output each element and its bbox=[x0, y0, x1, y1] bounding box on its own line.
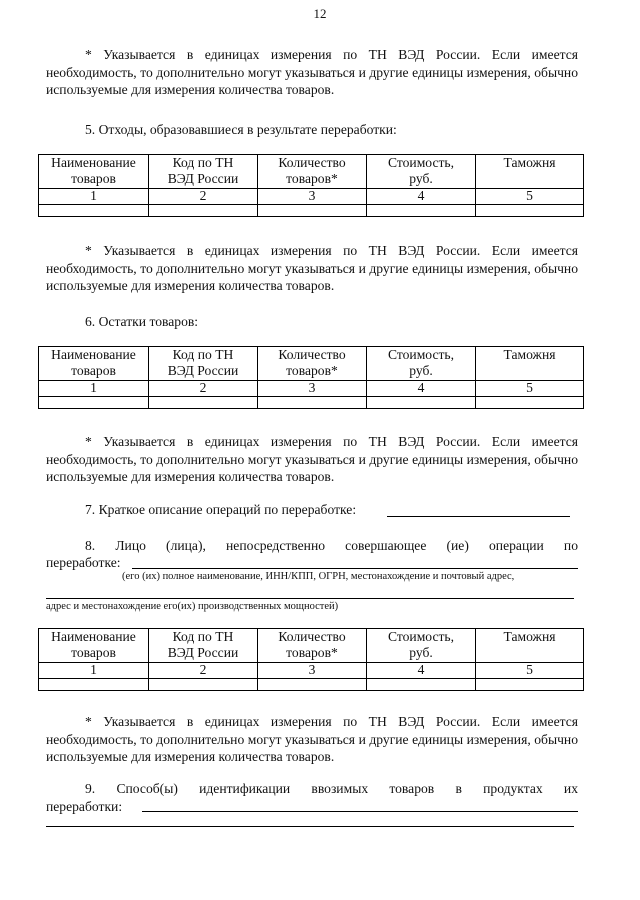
empty-cell[interactable] bbox=[258, 205, 367, 217]
number-cell: 4 bbox=[367, 189, 476, 205]
header-cell: Наименование товаров bbox=[39, 347, 149, 381]
header-cell: Количество товаров* bbox=[258, 347, 367, 381]
header-cell: Стоимость, руб. bbox=[367, 629, 476, 663]
section-8-fill-line-1[interactable] bbox=[132, 568, 578, 569]
empty-cell[interactable] bbox=[476, 205, 584, 217]
page-number: 12 bbox=[313, 6, 327, 21]
table-header-row bbox=[39, 155, 584, 189]
number-cell: 4 bbox=[367, 381, 476, 397]
section-7-title: 7. Краткое описание операций по переработке: bbox=[85, 502, 357, 517]
section-8-line-2: переработке: bbox=[46, 555, 121, 570]
header-cell: Наименование товаров bbox=[39, 155, 149, 189]
footnote-3: * Указывается в единицах измерения по ТН ВЭД России. Если имеется необходимость, то дополнительно могут указываться и другие единицы измерения, обычно используемые для измерения количества товаров. bbox=[46, 434, 578, 484]
number-cell: 5 bbox=[476, 381, 584, 397]
header-cell: Наименование товаров bbox=[39, 629, 149, 663]
table-empty-row bbox=[39, 205, 584, 217]
number-cell: 1 bbox=[39, 189, 149, 205]
empty-cell[interactable] bbox=[149, 679, 258, 691]
section-9-fill-line-2[interactable] bbox=[46, 826, 574, 827]
section-8-line-1: 8. Лицо (лица), непосредственно совершающее (ие) операции по bbox=[85, 538, 578, 553]
number-cell: 2 bbox=[149, 189, 258, 205]
section-8-fill-line-2[interactable] bbox=[46, 598, 574, 599]
waste-table bbox=[38, 154, 584, 217]
header-cell: Код по ТН ВЭД России bbox=[149, 629, 258, 663]
section-8-hint-1: (его (их) полное наименование, ИНН/КПП, ОГРН, местонахождение и почтовый адрес, bbox=[122, 571, 515, 582]
table-header-row bbox=[39, 347, 584, 381]
section-9-line-2: переработки: bbox=[46, 799, 123, 814]
number-cell: 5 bbox=[476, 189, 584, 205]
number-cell: 3 bbox=[258, 663, 367, 679]
empty-cell[interactable] bbox=[149, 205, 258, 217]
empty-cell[interactable] bbox=[149, 397, 258, 409]
empty-cell[interactable] bbox=[258, 397, 367, 409]
header-cell: Стоимость, руб. bbox=[367, 347, 476, 381]
footnote-2: * Указывается в единицах измерения по ТН ВЭД России. Если имеется необходимость, то дополнительно могут указываться и другие единицы измерения, обычно используемые для измерения количества товаров. bbox=[46, 243, 578, 293]
section-8-hint-2: адрес и местонахождение его(их) производственных мощностей) bbox=[46, 601, 339, 612]
empty-cell[interactable] bbox=[367, 679, 476, 691]
section-9-fill-line-1[interactable] bbox=[142, 811, 578, 812]
section-9-line-1: 9. Способ(ы) идентификации ввозимых товаров в продуктах их bbox=[85, 781, 578, 796]
header-cell: Код по ТН ВЭД России bbox=[149, 347, 258, 381]
number-cell: 3 bbox=[258, 381, 367, 397]
table-header-row bbox=[39, 629, 584, 663]
empty-cell[interactable] bbox=[367, 205, 476, 217]
table-empty-row bbox=[39, 397, 584, 409]
header-cell: Таможня bbox=[476, 629, 584, 663]
section-6-title: 6. Остатки товаров: bbox=[85, 314, 199, 329]
empty-cell[interactable] bbox=[39, 205, 149, 217]
table-number-row bbox=[39, 381, 584, 397]
header-cell: Количество товаров* bbox=[258, 155, 367, 189]
empty-cell[interactable] bbox=[39, 679, 149, 691]
operator-table bbox=[38, 628, 584, 691]
number-cell: 1 bbox=[39, 381, 149, 397]
footnote-1: * Указывается в единицах измерения по ТН ВЭД России. Если имеется необходимость, то дополнительно могут указываться и другие единицы измерения, обычно используемые для измерения количества товаров. bbox=[46, 47, 578, 97]
remains-table bbox=[38, 346, 584, 409]
empty-cell[interactable] bbox=[258, 679, 367, 691]
section-5-title: 5. Отходы, образовавшиеся в результате переработки: bbox=[85, 122, 397, 137]
empty-cell[interactable] bbox=[476, 397, 584, 409]
footnote-4: * Указывается в единицах измерения по ТН ВЭД России. Если имеется необходимость, то дополнительно могут указываться и другие единицы измерения, обычно используемые для измерения количества товаров. bbox=[46, 714, 578, 764]
number-cell: 1 bbox=[39, 663, 149, 679]
number-cell: 5 bbox=[476, 663, 584, 679]
number-cell: 2 bbox=[149, 381, 258, 397]
table-number-row bbox=[39, 189, 584, 205]
header-cell: Код по ТН ВЭД России bbox=[149, 155, 258, 189]
header-cell: Стоимость, руб. bbox=[367, 155, 476, 189]
empty-cell[interactable] bbox=[39, 397, 149, 409]
number-cell: 2 bbox=[149, 663, 258, 679]
section-7-fill-line[interactable] bbox=[387, 516, 570, 517]
header-cell: Таможня bbox=[476, 155, 584, 189]
header-cell: Таможня bbox=[476, 347, 584, 381]
empty-cell[interactable] bbox=[367, 397, 476, 409]
empty-cell[interactable] bbox=[476, 679, 584, 691]
table-empty-row bbox=[39, 679, 584, 691]
number-cell: 3 bbox=[258, 189, 367, 205]
number-cell: 4 bbox=[367, 663, 476, 679]
header-cell: Количество товаров* bbox=[258, 629, 367, 663]
table-number-row bbox=[39, 663, 584, 679]
